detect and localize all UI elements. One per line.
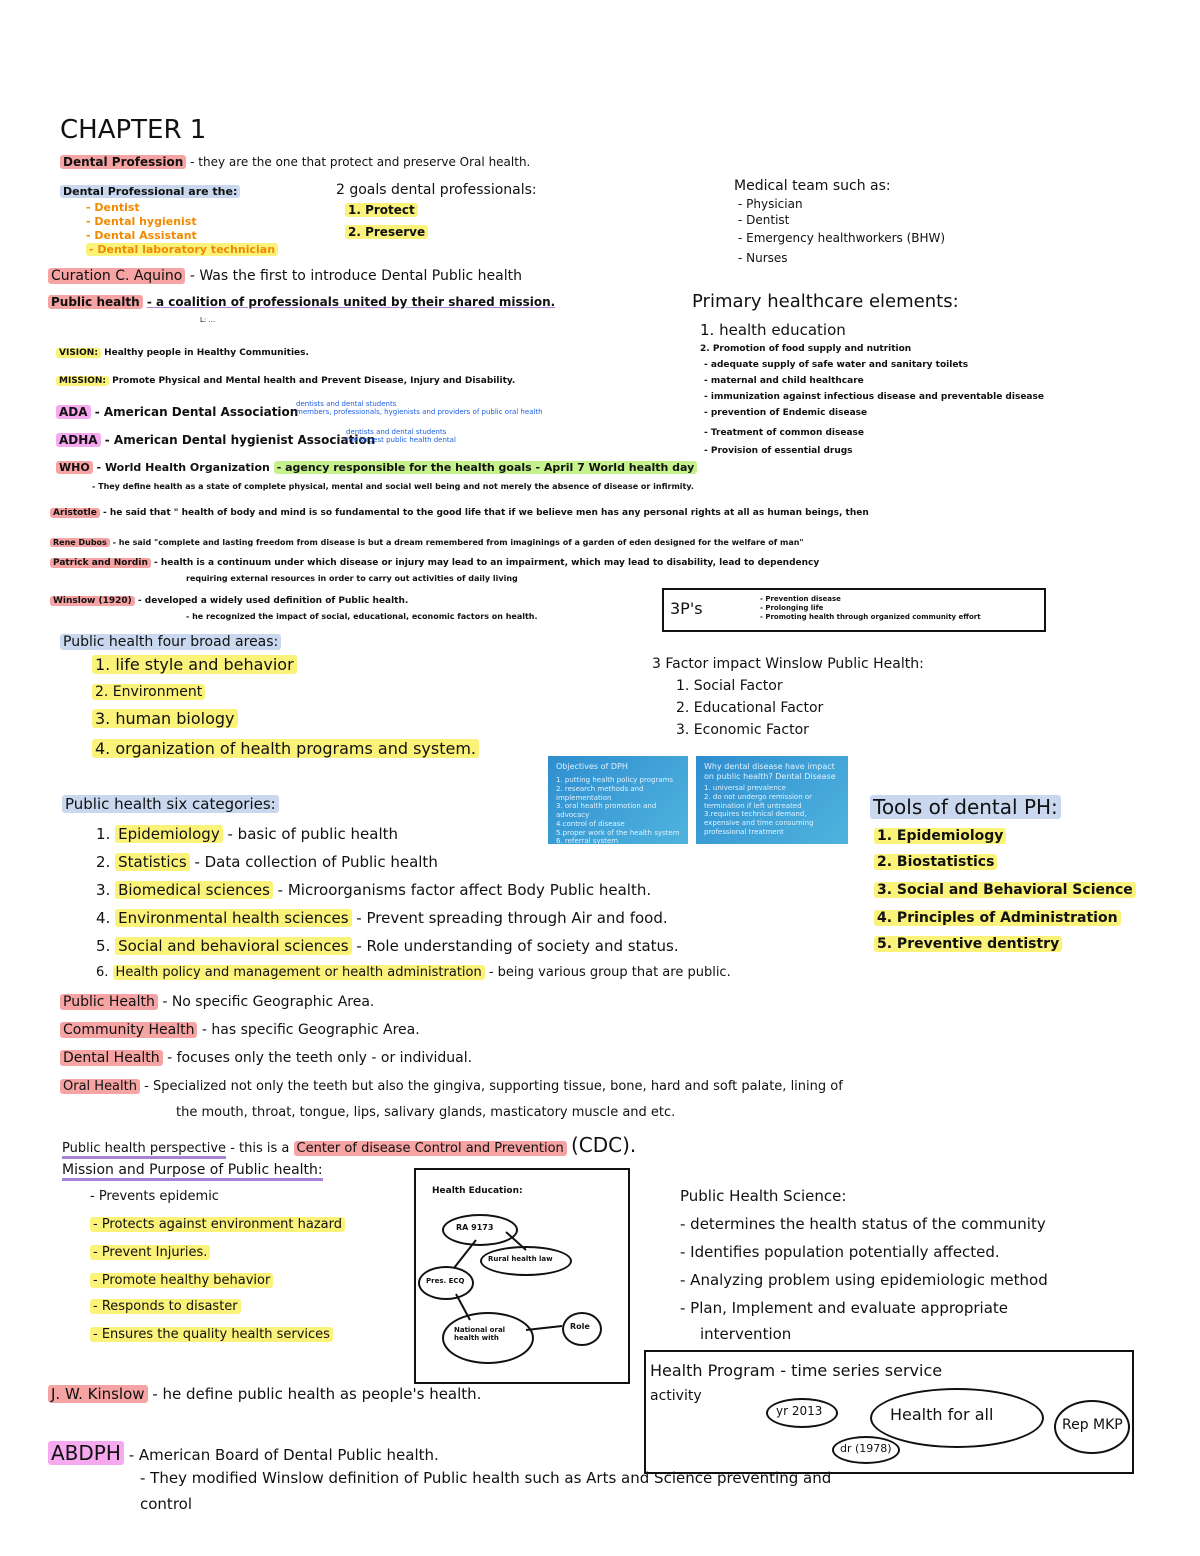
perspective-line: Public health perspective - this is a Center of disease Control and Prevention (CDC). bbox=[62, 1133, 637, 1157]
phc-item: - adequate supply of safe water and sanitary toilets bbox=[704, 360, 969, 370]
diagram-title: Health Education: bbox=[432, 1186, 523, 1196]
winslow-def2: - he recognized the impact of social, educational, economic factors on health. bbox=[186, 612, 538, 621]
goal-item: 2. Preserve bbox=[345, 226, 428, 240]
medical-team-item: - Physician bbox=[738, 197, 803, 211]
category-row: 5. Social and behavioral sciences - Role understanding of society and status. bbox=[96, 937, 679, 955]
slide-dental-title: Why dental disease have impact on public health? Dental Disease bbox=[704, 762, 836, 781]
goal-item: 1. Protect bbox=[345, 204, 418, 218]
professional-item: - Dental Assistant bbox=[86, 229, 197, 242]
professional-item: - Dental laboratory technician bbox=[86, 244, 278, 257]
medical-team-item: - Nurses bbox=[738, 251, 788, 265]
rene-dubos-term: Rene Dubos bbox=[50, 538, 110, 547]
health-program-box bbox=[644, 1350, 1134, 1474]
slide-dental-disease bbox=[696, 756, 848, 844]
category-row: 6. Health policy and management or health administration - being various group that are public. bbox=[96, 965, 731, 980]
adha-note2: the largest public health dental bbox=[346, 436, 456, 444]
six-categories-header: Public health six categories: bbox=[62, 796, 279, 813]
who-def2: - agency responsible for the health goals - April 7 World health day bbox=[274, 461, 698, 474]
professionals-header: Dental Professional are the: bbox=[60, 186, 240, 199]
patrick-def2: requiring external resources in order to carry out activities of daily living bbox=[186, 574, 518, 583]
small-note: L: ... bbox=[200, 316, 216, 324]
professional-item: - Dental hygienist bbox=[86, 215, 197, 228]
program-oval: Rep MKP bbox=[1054, 1400, 1130, 1454]
medical-team-item: - Emergency healthworkers (BHW) bbox=[738, 231, 946, 245]
four-areas-item: 4. organization of health programs and system. bbox=[92, 740, 479, 758]
def-row: Oral Health - Specialized not only the teeth but also the gingiva, supporting tissue, bone, hard and soft palate, lining of bbox=[60, 1080, 843, 1095]
slide-line: 2. research methods and bbox=[556, 784, 644, 793]
public-health-line bbox=[48, 296, 555, 310]
slide-line: 1. universal prevalence bbox=[704, 784, 786, 792]
who-def: - World Health Organization bbox=[96, 461, 270, 474]
slide-line: implementation bbox=[556, 793, 612, 802]
professional-item: - Dentist bbox=[86, 201, 140, 214]
vision-def: Healthy people in Healthy Communities. bbox=[104, 348, 309, 358]
phc-item: - prevention of Endemic disease bbox=[704, 408, 868, 418]
dental-profession-def: - they are the one that protect and preserve Oral health. bbox=[190, 155, 531, 169]
ada-term: ADA bbox=[56, 405, 91, 419]
slide-line: 3.requires technical demand, bbox=[704, 810, 807, 819]
program-oval: yr 2013 bbox=[766, 1398, 838, 1428]
three-ps-label: 3P's bbox=[670, 599, 703, 618]
who-sub: - They define health as a state of complete physical, mental and social well being and not merely the absence of disease or infirmity. bbox=[92, 482, 694, 491]
curation-line bbox=[48, 268, 522, 284]
category-row: 4. Environmental health sciences - Prevent spreading through Air and food. bbox=[96, 909, 668, 927]
three-factors-item: 1. Social Factor bbox=[676, 678, 783, 694]
mission-purpose-item: - Responds to disaster bbox=[90, 1300, 241, 1315]
medical-team-item: - Dentist bbox=[738, 213, 790, 227]
adha-line bbox=[56, 434, 375, 448]
aristotle-line bbox=[50, 508, 869, 518]
ph-science-header: Public Health Science: bbox=[680, 1187, 847, 1205]
slide-objectives bbox=[548, 756, 688, 844]
goals-header: 2 goals dental professionals: bbox=[336, 182, 537, 198]
curation-term: Curation C. Aquino bbox=[48, 268, 185, 284]
category-row: 2. Statistics - Data collection of Public health bbox=[96, 853, 438, 871]
tools-item: 3. Social and Behavioral Science bbox=[874, 882, 1136, 898]
phc-item: - immunization against infectious disease and preventable disease bbox=[704, 392, 1044, 402]
dental-profession-line bbox=[60, 156, 530, 170]
medical-team-header: Medical team such as: bbox=[734, 178, 891, 194]
mission-purpose-item: - Protects against environment hazard bbox=[90, 1218, 345, 1233]
who-term: WHO bbox=[56, 461, 93, 474]
category-row: 3. Biomedical sciences - Microorganisms factor affect Body Public health. bbox=[96, 881, 652, 899]
tools-item: 2. Biostatistics bbox=[874, 854, 997, 870]
mission-line bbox=[56, 376, 515, 386]
def-row: Community Health - has specific Geographic Area. bbox=[60, 1022, 420, 1038]
three-factors-item: 3. Economic Factor bbox=[676, 722, 809, 738]
health-program-def2: activity bbox=[650, 1388, 702, 1404]
aristotle-term: Aristotle bbox=[50, 508, 100, 518]
mission-purpose-item: - Prevent Injuries. bbox=[90, 1246, 210, 1261]
three-ps-box bbox=[662, 588, 1046, 632]
ada-note2: members, professionals, hygienists and providers of public oral health bbox=[296, 408, 543, 416]
dental-profession-term: Dental Profession bbox=[60, 155, 186, 169]
vision-line bbox=[56, 348, 309, 358]
phc-item: - maternal and child healthcare bbox=[704, 376, 864, 386]
three-ps-item: - Prolonging life bbox=[760, 604, 824, 612]
phc-item: 1. health education bbox=[700, 321, 846, 339]
abdph-line: ABDPH - American Board of Dental Public health. bbox=[48, 1442, 439, 1465]
tools-header: Tools of dental PH: bbox=[870, 796, 1061, 819]
four-areas-item: 1. life style and behavior bbox=[92, 656, 297, 674]
ph-science-item: - determines the health status of the community bbox=[680, 1215, 1046, 1233]
category-row: 1. Epidemiology - basic of public health bbox=[96, 825, 399, 843]
abdph-def3: control bbox=[140, 1495, 192, 1513]
mission-purpose-item: - Prevents epidemic bbox=[90, 1189, 219, 1204]
four-areas-item: 3. human biology bbox=[92, 710, 238, 728]
ada-def: - American Dental Association bbox=[94, 405, 299, 419]
four-areas-header: Public health four broad areas: bbox=[60, 634, 281, 650]
abdph-def2: - They modified Winslow definition of Public health such as Arts and Science preventing and bbox=[140, 1469, 832, 1487]
tools-item: 1. Epidemiology bbox=[874, 828, 1006, 844]
mission-purpose-item: - Ensures the quality health services bbox=[90, 1328, 333, 1343]
slide-line: advocacy bbox=[556, 811, 590, 819]
mission-purpose-header: Mission and Purpose of Public health: bbox=[62, 1162, 323, 1178]
ph-science-item: - Analyzing problem using epidemiologic method bbox=[680, 1271, 1048, 1289]
slide-line: 4.control of disease bbox=[556, 819, 625, 828]
program-oval: Health for all bbox=[870, 1388, 1044, 1448]
mission-term: MISSION: bbox=[56, 376, 109, 386]
four-areas-item: 2. Environment bbox=[92, 684, 205, 700]
winslow-def: - developed a widely used definition of Public health. bbox=[137, 596, 409, 606]
kinslow-line: J. W. Kinslow - he define public health as people's health. bbox=[48, 1386, 481, 1403]
slide-line: termination if left untreated bbox=[704, 801, 802, 810]
phc-item: - Provision of essential drugs bbox=[704, 446, 853, 456]
adha-term: ADHA bbox=[56, 433, 101, 447]
rene-dubos-def: - he said "complete and lasting freedom from disease is but a dream remembered from imaginings of a garden of eden designed for the welfare of man" bbox=[112, 538, 804, 547]
diagram-node: Role bbox=[562, 1312, 602, 1346]
ada-note1: dentists and dental students bbox=[296, 400, 397, 408]
slide-line: 2. do not undergo remission or bbox=[704, 792, 813, 801]
ph-science-item: - Identifies population potentially affected. bbox=[680, 1243, 1000, 1261]
who-line bbox=[56, 462, 697, 475]
primary-healthcare-header: Primary healthcare elements: bbox=[692, 291, 959, 312]
public-health-def: - a coalition of professionals united by their shared mission. bbox=[146, 295, 556, 309]
winslow-term: Winslow (1920) bbox=[50, 596, 135, 606]
vision-term: VISION: bbox=[56, 348, 101, 358]
slide-line: 1. putting health policy programs bbox=[556, 776, 674, 784]
phc-item: 2. Promotion of food supply and nutrition bbox=[700, 344, 912, 354]
tools-item: 5. Preventive dentistry bbox=[874, 936, 1062, 952]
tools-item: 4. Principles of Administration bbox=[874, 910, 1121, 926]
chapter-title: CHAPTER 1 bbox=[60, 115, 207, 145]
patrick-def: - health is a continuum under which disease or injury may lead to an impairment, which may lead to disability, lead to dependency bbox=[154, 558, 820, 568]
diagram-node: National oral health with bbox=[442, 1312, 534, 1364]
slide-objectives-title: Objectives of DPH bbox=[556, 762, 628, 771]
def-row: Dental Health - focuses only the teeth only - or individual. bbox=[60, 1050, 472, 1066]
slide-line: expensive and time consuming bbox=[704, 819, 814, 827]
three-ps-item: - Prevention disease bbox=[760, 595, 841, 603]
three-ps-item: - Promoting health through organized community effort bbox=[760, 613, 981, 621]
three-factors-header: 3 Factor impact Winslow Public Health: bbox=[652, 656, 924, 672]
public-health-term: Public health bbox=[48, 295, 143, 309]
winslow-line bbox=[50, 596, 408, 606]
mission-purpose-item: - Promote healthy behavior bbox=[90, 1274, 273, 1289]
patrick-line bbox=[50, 558, 819, 568]
mission-def: Promote Physical and Mental health and Prevent Disease, Injury and Disability. bbox=[112, 376, 516, 386]
def-row-cont: the mouth, throat, tongue, lips, salivary glands, masticatory muscle and etc. bbox=[176, 1105, 676, 1120]
rene-dubos-line bbox=[50, 538, 804, 547]
adha-note1: dentists and dental students bbox=[346, 428, 447, 436]
slide-line: 5.proper work of the health system bbox=[556, 828, 680, 837]
ph-science-item: intervention bbox=[700, 1325, 792, 1343]
phc-item: - Treatment of common disease bbox=[704, 428, 865, 438]
diagram-node: Pres. ECQ bbox=[418, 1266, 474, 1300]
slide-line: 6. referral system bbox=[556, 837, 619, 846]
slide-line: professional treatment bbox=[704, 827, 784, 836]
health-program-line: Health Program - time series service bbox=[650, 1361, 943, 1380]
diagram-node: Rural health law bbox=[480, 1246, 572, 1276]
health-education-diagram bbox=[414, 1168, 630, 1384]
aristotle-def: - he said that " health of body and mind is so fundamental to the good life that if we believe men has any personal rights at all as human beings, then bbox=[102, 508, 869, 518]
three-factors-item: 2. Educational Factor bbox=[676, 700, 824, 716]
def-row: Public Health - No specific Geographic Area. bbox=[60, 994, 374, 1010]
ada-line bbox=[56, 406, 298, 420]
adha-def: - American Dental hygienist Association bbox=[104, 433, 376, 447]
program-oval: dr (1978) bbox=[832, 1436, 900, 1464]
patrick-term: Patrick and Nordin bbox=[50, 558, 151, 568]
curation-def: - Was the first to introduce Dental Public health bbox=[189, 268, 522, 284]
ph-science-item: - Plan, Implement and evaluate appropriate bbox=[680, 1299, 1009, 1317]
slide-line: 3. oral health promotion and bbox=[556, 802, 657, 811]
diagram-node: RA 9173 bbox=[442, 1214, 518, 1246]
